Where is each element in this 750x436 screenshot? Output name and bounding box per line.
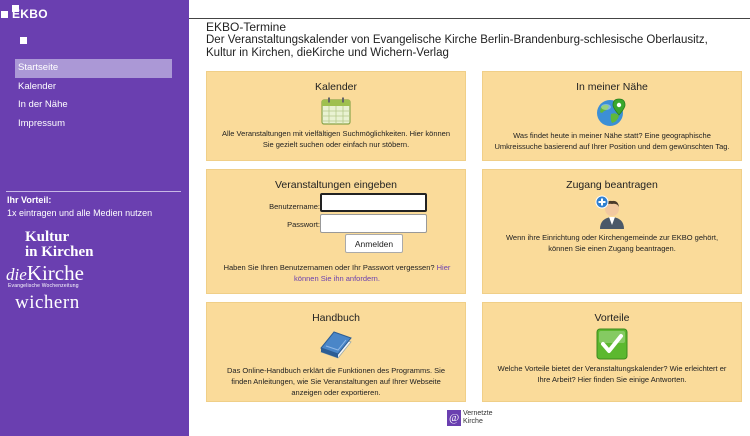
card-text-zugang: Wenn ihre Einrichtung oder Kirchengemeinde zur EKBO gehört, können Sie einen Zugang beantragen. bbox=[505, 233, 719, 253]
brand-kultur-line1: Kultur bbox=[25, 229, 70, 245]
nav-item-startseite[interactable]: Startseite bbox=[15, 59, 172, 78]
username-label: Benutzername: bbox=[269, 202, 320, 211]
add-user-icon bbox=[595, 195, 629, 229]
password-label: Passwort: bbox=[287, 220, 320, 229]
card-vorteile[interactable] bbox=[482, 302, 742, 402]
card-text-handbuch: Das Online-Handbuch erklärt die Funktionen des Programms. Sie finden Anleitungen, wie Sie Veranstaltungen auf Ihrer Webseite anzeigen oder exportieren. bbox=[226, 366, 446, 397]
card-zugang-beantragen[interactable] bbox=[482, 169, 742, 294]
request-credentials-link[interactable]: Hier können Sie ihn anfordern. bbox=[294, 263, 451, 283]
nav-item-kalender[interactable]: Kalender bbox=[18, 80, 57, 92]
brand-kirche-prefix: die bbox=[6, 265, 27, 284]
card-in-meiner-naehe[interactable] bbox=[482, 71, 742, 161]
brand-kirche-subtitle: Evangelische Wochenzeitung bbox=[8, 283, 79, 289]
page-title: EKBO-Termine bbox=[206, 20, 287, 34]
nav-item-in-der-naehe[interactable]: In der Nähe bbox=[18, 99, 68, 110]
page-subtitle: Der Veranstaltungskalender von Evangelische Kirche Berlin-Brandenburg-schlesische Oberlausitz, Kultur in Kirchen, dieKirche und Wichern-Verlag bbox=[206, 34, 708, 59]
brand-kultur-in-kirchen[interactable] bbox=[25, 230, 93, 260]
password-input[interactable] bbox=[320, 214, 427, 233]
login-help-text: Haben Sie Ihren Benutzernamen oder Ihr Passwort vergessen? bbox=[223, 263, 435, 272]
card-title-zugang: Zugang beantragen bbox=[566, 179, 658, 191]
nav-item-impressum[interactable]: Impressum bbox=[18, 117, 65, 129]
card-title-eingeben: Veranstaltungen eingeben bbox=[274, 179, 398, 191]
book-icon bbox=[318, 328, 354, 362]
footer-logo-line2: Kirche bbox=[463, 418, 483, 425]
card-text-naehe: Was findet heute in meiner Nähe statt? Eine geographische Umkreissuche basierend auf Ihrer Position und dem gewünschten Tag. bbox=[494, 131, 730, 151]
brand-kirche-main: Kirche bbox=[26, 261, 84, 285]
login-button[interactable]: Anmelden bbox=[345, 234, 403, 253]
card-text-vorteile: Welche Vorteile bietet der Veranstaltungskalender? Wie erleichtert er Ihre Arbeit? Hier finden Sie einige Antworten. bbox=[497, 364, 727, 384]
header-rule bbox=[189, 18, 750, 19]
brand-wichern[interactable]: wichern bbox=[15, 292, 80, 313]
card-title-vorteile: Vorteile bbox=[594, 312, 630, 324]
menu-square-icon[interactable] bbox=[20, 37, 27, 44]
advantage-title: Ihr Vorteil: bbox=[7, 195, 52, 205]
card-text-kalender: Alle Veranstaltungen mit vielfältigen Suchmöglichkeiten. Hier können Sie gezielt suchen oder einfach nur stöbern. bbox=[221, 129, 451, 149]
sidebar-divider bbox=[6, 191, 181, 192]
checkmark-icon bbox=[596, 328, 628, 360]
login-help bbox=[217, 262, 457, 284]
card-handbuch[interactable] bbox=[206, 302, 466, 402]
brand-kultur-line2: in Kirchen bbox=[25, 244, 94, 260]
vernetzte-kirche-mark: @ bbox=[448, 412, 460, 424]
advantage-text: 1x eintragen und alle Medien nutzen bbox=[7, 208, 153, 218]
sidebar bbox=[0, 0, 189, 436]
logo-text: EKBO bbox=[12, 7, 48, 21]
logo-square-icon bbox=[1, 11, 8, 18]
brand-die-kirche[interactable] bbox=[6, 263, 84, 285]
footer-logo-line1: Vernetzte bbox=[463, 410, 493, 417]
calendar-icon bbox=[321, 97, 351, 125]
card-title-naehe: In meiner Nähe bbox=[576, 81, 648, 93]
card-kalender[interactable] bbox=[206, 71, 466, 161]
globe-location-icon bbox=[595, 97, 629, 127]
card-title-kalender: Kalender bbox=[314, 81, 358, 93]
vernetzte-kirche-text bbox=[463, 410, 493, 426]
card-veranstaltungen-eingeben bbox=[206, 169, 466, 294]
vernetzte-kirche-logo[interactable] bbox=[447, 410, 493, 426]
card-title-handbuch: Handbuch bbox=[312, 312, 360, 324]
sidebar-nav bbox=[15, 59, 172, 133]
username-input[interactable] bbox=[320, 193, 427, 212]
